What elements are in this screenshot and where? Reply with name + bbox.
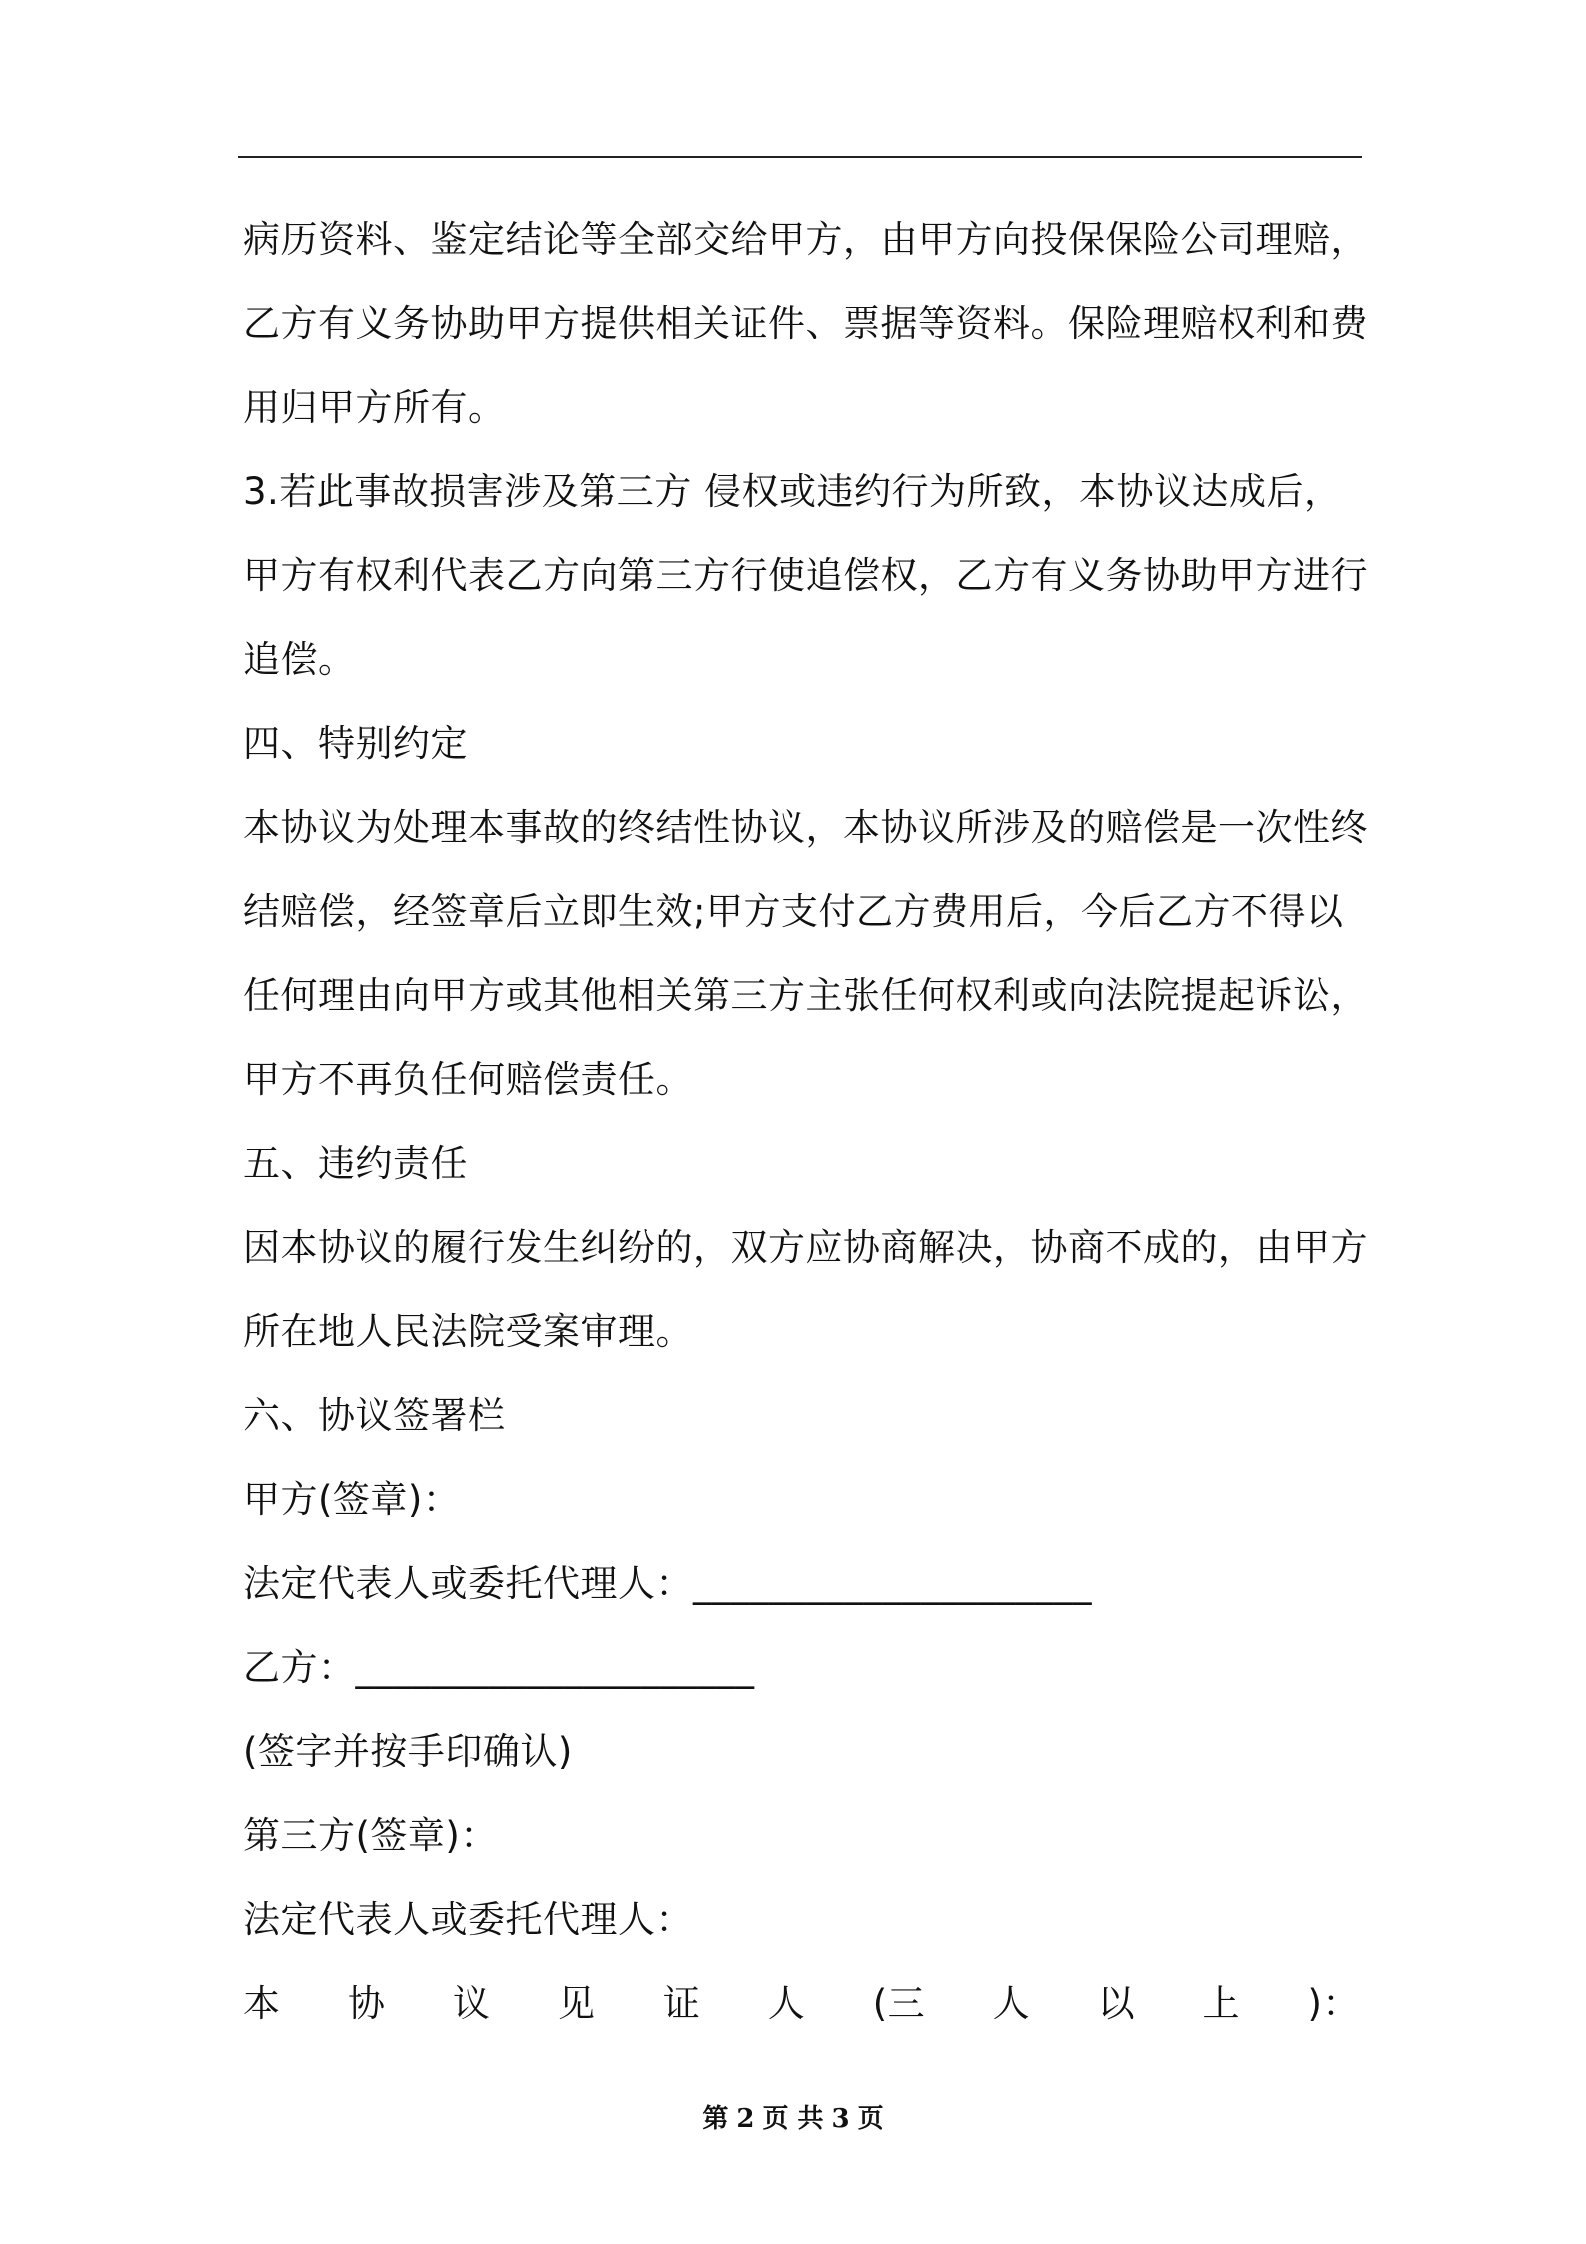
witness-char: 议 bbox=[452, 1982, 491, 2025]
section-heading: 五、违约责任 bbox=[243, 1142, 468, 1185]
footer-label-end: 页 bbox=[857, 2104, 884, 2134]
body-line: 因本协议的履行发生纠纷的，双方应协商解决，协商不成的，由甲方 bbox=[243, 1226, 1368, 1269]
witness-char: 人 bbox=[992, 1982, 1031, 2025]
page-footer bbox=[0, 2098, 1586, 2135]
signature-blank: _____________________ bbox=[355, 1646, 755, 1689]
witness-char: 本 bbox=[243, 1982, 281, 2025]
body-line: 追偿。 bbox=[243, 638, 356, 681]
representative-signature-line bbox=[243, 1542, 1360, 1626]
witness-line bbox=[243, 1962, 1360, 2046]
body-line: 用归甲方所有。 bbox=[243, 386, 506, 429]
footer-label-page: 第 bbox=[702, 2104, 729, 2134]
body-line: 结赔偿，经签章后立即生效;甲方支付乙方费用后，今后乙方不得以 bbox=[243, 890, 1344, 933]
body-line: 甲方有权利代表乙方向第三方行使追偿权，乙方有义务协助甲方进行 bbox=[243, 554, 1368, 597]
third-party-signature-label: 第三方(签章)： bbox=[243, 1814, 498, 1857]
witness-char: 以 bbox=[1097, 1982, 1136, 2025]
header-rule bbox=[238, 156, 1362, 158]
footer-label-of: 页 共 bbox=[762, 2104, 824, 2134]
signature-blank: _____________________ bbox=[693, 1562, 1092, 1605]
representative-label: 法定代表人或委托代理人： bbox=[243, 1562, 693, 1605]
section-heading: 六、协议签署栏 bbox=[243, 1394, 506, 1437]
witness-char: 协 bbox=[347, 1982, 386, 2025]
party-b-label: 乙方： bbox=[243, 1646, 356, 1689]
total-page-count: 3 bbox=[831, 2104, 850, 2134]
witness-char: 见 bbox=[557, 1982, 596, 2025]
body-line: 任何理由向甲方或其他相关第三方主张任何权利或向法院提起诉讼， bbox=[243, 974, 1368, 1017]
section-heading: 四、特别约定 bbox=[243, 722, 468, 765]
party-b-signature-line bbox=[243, 1626, 1360, 1710]
body-line: 病历资料、鉴定结论等全部交给甲方，由甲方向投保保险公司理赔， bbox=[243, 218, 1368, 261]
witness-char: 人 bbox=[767, 1982, 806, 2025]
current-page-number: 2 bbox=[736, 2104, 755, 2134]
witness-char: (三 bbox=[872, 1982, 926, 2025]
party-a-signature-label: 甲方(签章)： bbox=[243, 1478, 461, 1521]
third-party-representative-label: 法定代表人或委托代理人： bbox=[243, 1898, 693, 1941]
body-line: 所在地人民法院受案审理。 bbox=[243, 1310, 693, 1353]
body-line: 本协议为处理本事故的终结性协议，本协议所涉及的赔偿是一次性终 bbox=[243, 806, 1368, 849]
body-line: 甲方不再负任何赔偿责任。 bbox=[243, 1058, 693, 1101]
witness-char: 上 bbox=[1202, 1982, 1241, 2025]
body-line: 3.若此事故损害涉及第三方 侵权或违约行为所致，本协议达成后， bbox=[243, 470, 1342, 513]
document-body bbox=[243, 198, 1368, 2046]
witness-char: )： bbox=[1307, 1982, 1360, 2025]
signature-note: (签字并按手印确认) bbox=[243, 1730, 573, 1773]
body-line: 乙方有义务协助甲方提供相关证件、票据等资料。保险理赔权利和费 bbox=[243, 302, 1368, 345]
witness-char: 证 bbox=[662, 1982, 701, 2025]
